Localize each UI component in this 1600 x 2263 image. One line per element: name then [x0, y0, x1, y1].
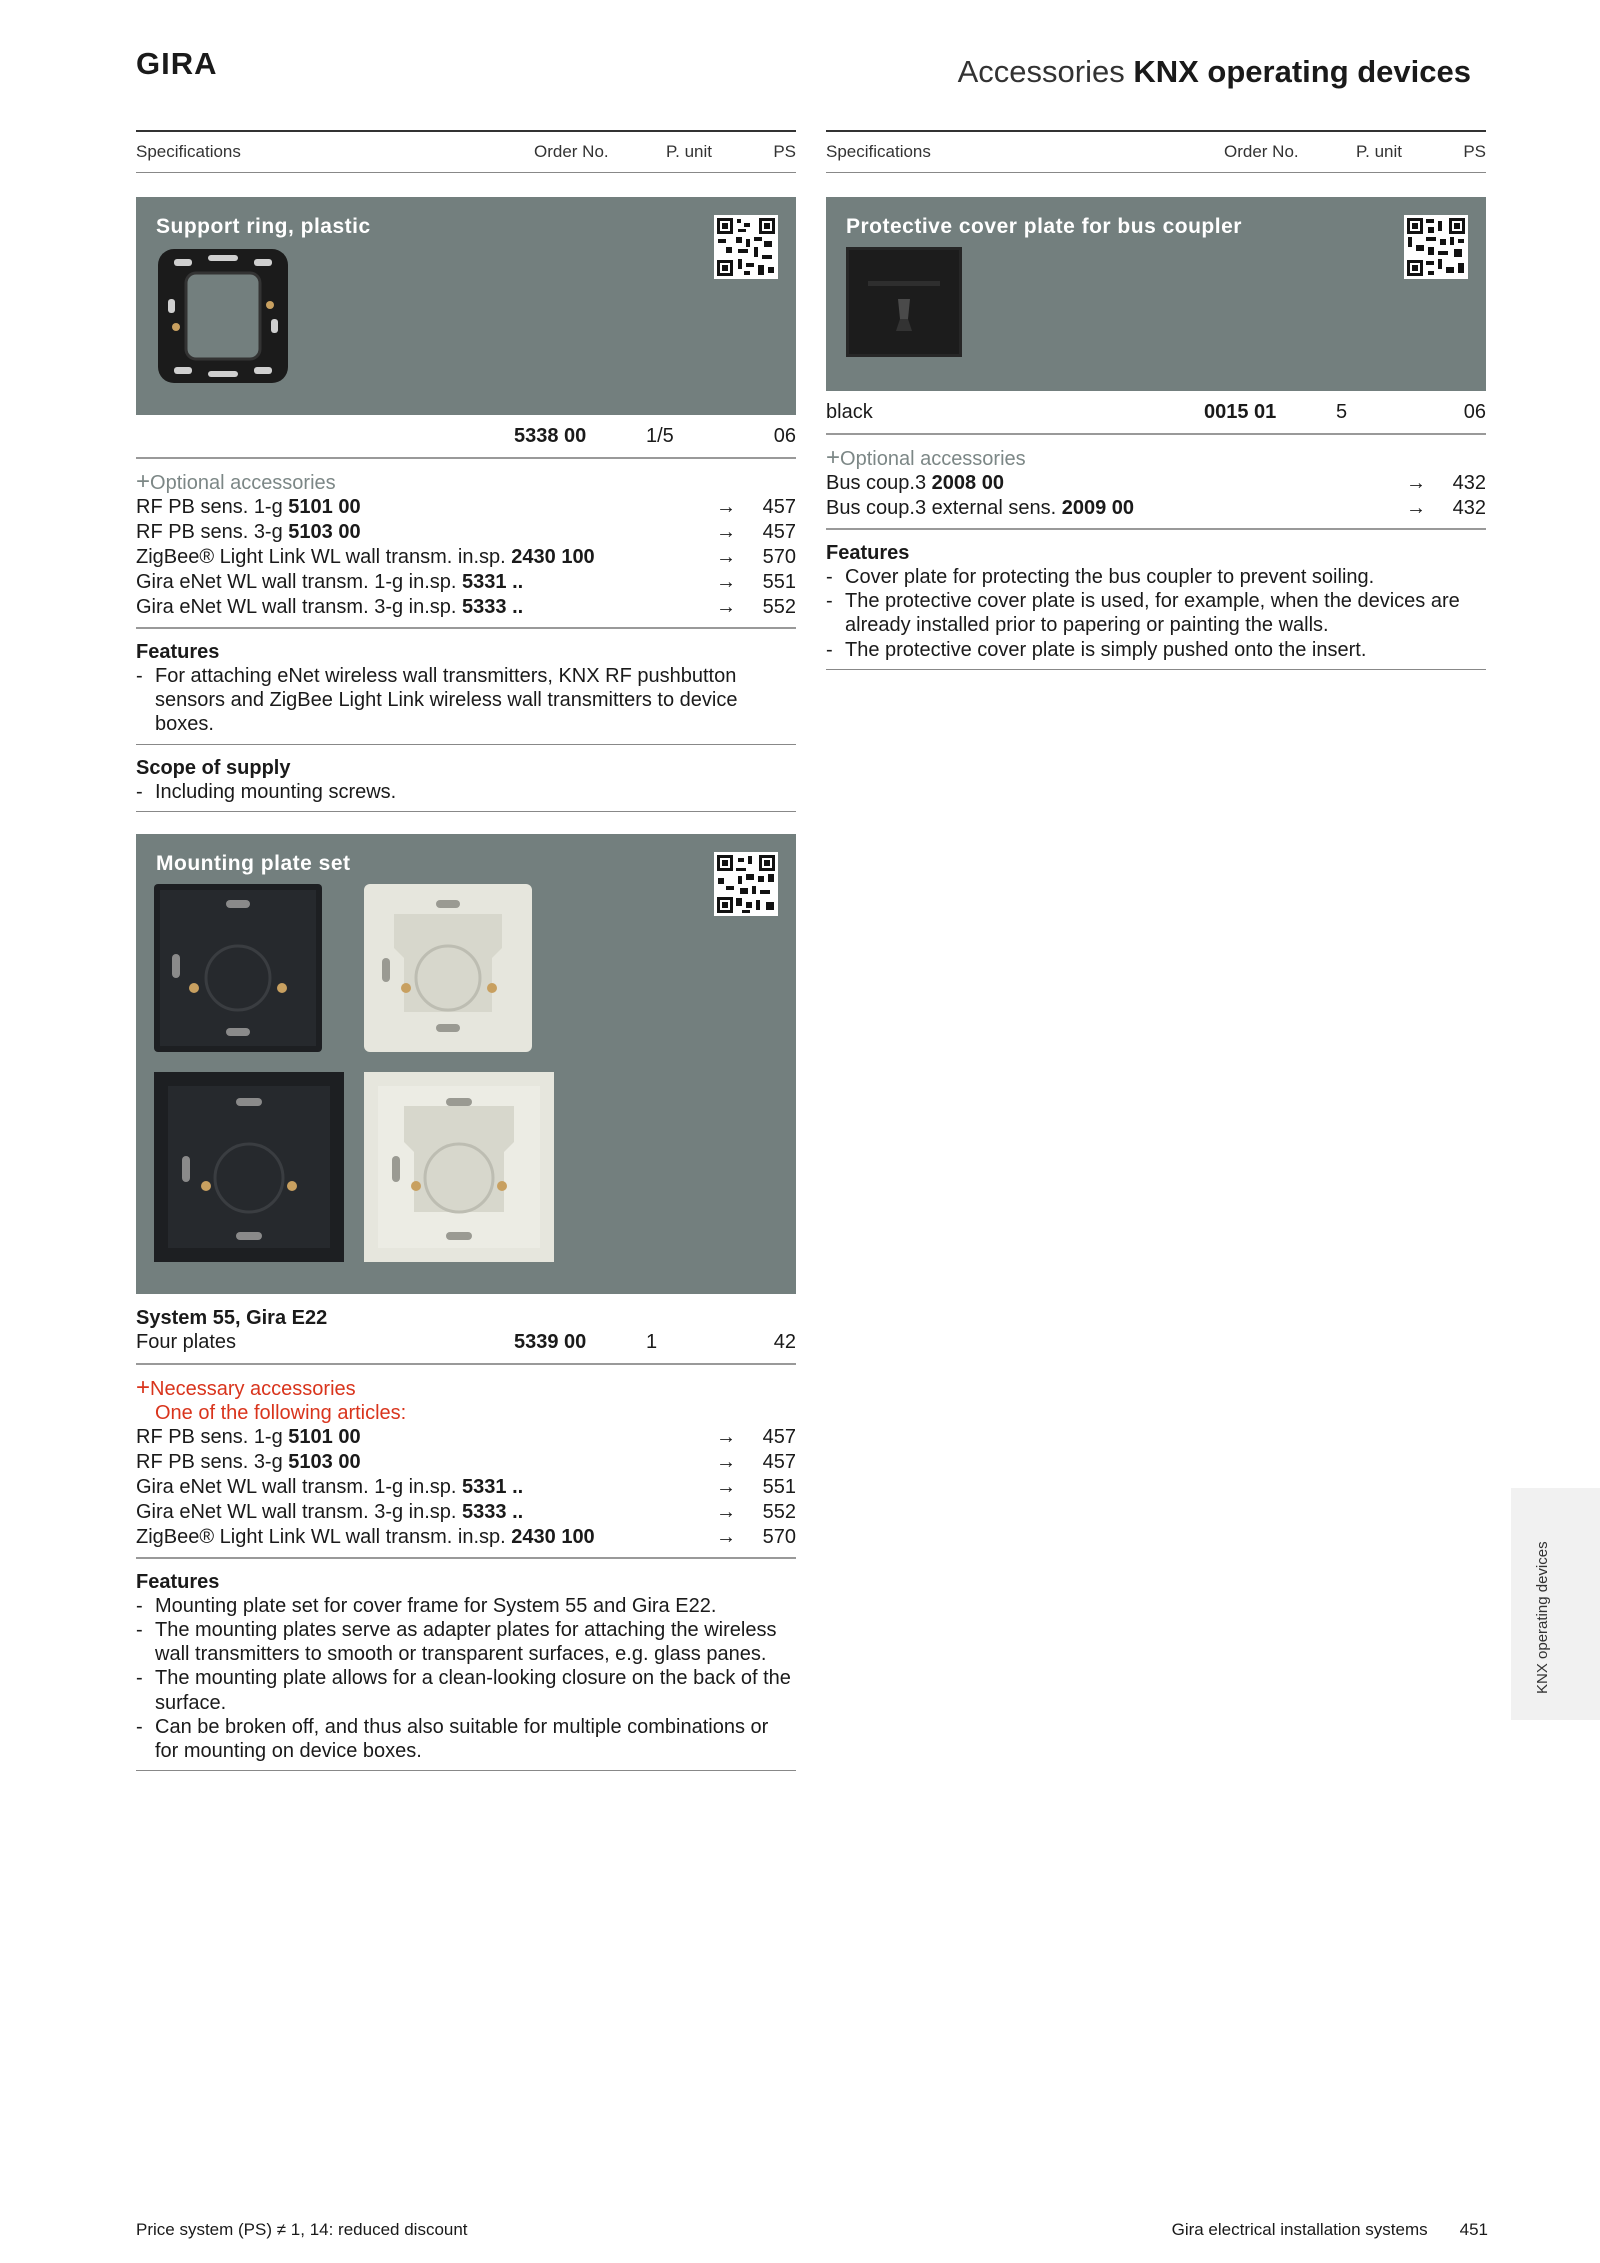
optional-accessory-page-ref[interactable]: 570	[762, 546, 796, 568]
mounting-plate-image-black-2	[154, 1072, 344, 1268]
mounting-plate-panel	[136, 834, 796, 1294]
mounting-plate-subtitle: System 55, Gira E22	[136, 1306, 328, 1329]
mounting-plate-features-title: Features	[136, 1570, 220, 1593]
optional-accessories-label: Optional accessories	[840, 448, 1026, 470]
necessary-accessory-text	[136, 1475, 676, 1500]
optional-accessory-description: Bus coup.3	[826, 472, 927, 494]
feature-item: - For attaching eNet wireless wall transmitters, KNX RF pushbutton sensors and ZigBee Light Link wireless wall transmitters to device boxes.	[136, 664, 796, 737]
right-column	[826, 130, 1486, 681]
arrow-right-icon: →	[1406, 497, 1426, 519]
mounting-plate-features-list	[136, 1594, 796, 1763]
necessary-accessory-order-code: 5333 ..	[462, 1500, 524, 1523]
support-ring-order-no: 5338 00	[514, 425, 587, 447]
brand-logo: GIRA	[136, 46, 218, 81]
optional-accessory-page-ref[interactable]: 432	[1452, 472, 1486, 494]
left-column	[136, 130, 796, 1782]
necessary-accessory-row	[136, 1525, 796, 1550]
page-title-category: Accessories	[957, 54, 1125, 89]
necessary-accessory-row	[136, 1500, 796, 1525]
qr-code-icon[interactable]	[714, 215, 778, 279]
optional-accessory-description: ZigBee® Light Link WL wall transm. in.sp.	[136, 546, 506, 568]
support-ring-image	[156, 247, 290, 385]
optional-accessory-text	[826, 496, 1366, 521]
support-ring-optional-title	[136, 470, 796, 495]
optional-accessory-row	[136, 545, 796, 570]
cover-plate-order-row	[826, 400, 1486, 425]
optional-accessories-label: Optional accessories	[150, 472, 336, 494]
necessary-accessory-text	[136, 1450, 676, 1475]
header-ps: PS	[773, 142, 796, 161]
necessary-accessory-page-ref[interactable]: 552	[762, 1500, 796, 1523]
optional-accessory-description: Gira eNet WL wall transm. 3-g in.sp.	[136, 596, 457, 618]
divider	[136, 1770, 796, 1771]
optional-accessory-row	[136, 595, 796, 620]
mounting-plate-ps: 42	[773, 1330, 796, 1353]
feature-item: - The mounting plates serve as adapter plates for attaching the wireless wall transmitters to smooth or transparent surfaces, e.g. glass panes.	[136, 1618, 796, 1666]
table-header	[826, 130, 1486, 173]
feature-item: - The mounting plate allows for a clean-looking closure on the back of the surface.	[136, 1666, 796, 1714]
optional-accessory-description: RF PB sens. 1-g	[136, 496, 283, 518]
cover-plate-features-title: Features	[826, 542, 910, 564]
cover-plate-ps: 06	[1463, 401, 1486, 423]
optional-accessory-order-code: 5331 ..	[462, 571, 524, 593]
header-p-unit: P. unit	[1356, 142, 1403, 161]
arrow-right-icon: →	[716, 546, 736, 568]
header-order-no: Order No.	[1224, 142, 1299, 161]
optional-accessory-row	[136, 570, 796, 595]
necessary-accessories-label: Necessary accessories	[150, 1377, 356, 1400]
divider	[826, 528, 1486, 530]
necessary-accessory-row	[136, 1425, 796, 1450]
support-ring-p-unit: 1/5	[646, 425, 674, 447]
feature-item: - The protective cover plate is simply pushed onto the insert.	[826, 638, 1486, 662]
mounting-plate-order-no: 5339 00	[514, 1330, 587, 1353]
optional-accessory-description: RF PB sens. 3-g	[136, 521, 283, 543]
side-tab-label: KNX operating devices	[1534, 1541, 1551, 1694]
side-tab[interactable]	[1511, 1488, 1600, 1720]
necessary-accessory-text	[136, 1525, 676, 1550]
support-ring-scope-list	[136, 780, 796, 804]
cover-plate-p-unit: 5	[1336, 401, 1348, 423]
optional-accessory-row	[826, 471, 1486, 496]
optional-accessory-order-code: 5103 00	[288, 521, 361, 543]
page-number: 451	[1459, 2220, 1488, 2239]
necessary-accessory-description: Gira eNet WL wall transm. 1-g in.sp.	[136, 1475, 457, 1498]
footer-publication: Gira electrical installation systems	[1171, 2220, 1428, 2239]
cover-plate-features-list	[826, 565, 1486, 662]
optional-accessory-order-code: 5333 ..	[462, 596, 524, 618]
cover-plate-order-no: 0015 01	[1204, 401, 1277, 423]
optional-accessory-text	[136, 570, 676, 595]
mounting-plate-spec: Four plates	[136, 1330, 237, 1353]
optional-accessory-text	[136, 520, 676, 545]
optional-accessory-page-ref[interactable]: 457	[762, 521, 796, 543]
cover-plate-image	[846, 247, 962, 363]
necessary-accessory-order-code: 5103 00	[288, 1450, 361, 1473]
cover-plate-optional-title	[826, 446, 1486, 471]
arrow-right-icon: →	[716, 571, 736, 593]
support-ring-ps: 06	[773, 425, 796, 447]
optional-accessory-text	[136, 495, 676, 520]
arrow-right-icon: →	[716, 1500, 736, 1523]
optional-accessory-row	[136, 520, 796, 545]
divider	[136, 744, 796, 745]
optional-accessory-order-code: 2430 100	[511, 546, 595, 568]
necessary-accessory-description: Gira eNet WL wall transm. 3-g in.sp.	[136, 1500, 457, 1523]
feature-item: - Cover plate for protecting the bus coupler to prevent soiling.	[826, 565, 1486, 589]
feature-item: - The protective cover plate is used, for example, when the devices are already installed prior to papering or painting the walls.	[826, 589, 1486, 637]
mounting-plate-necessary-list	[136, 1425, 796, 1550]
necessary-accessory-order-code: 5331 ..	[462, 1475, 524, 1498]
cover-plate-spec: black	[826, 401, 873, 423]
optional-accessory-order-code: 2008 00	[931, 472, 1004, 494]
mounting-plate-image-black-1	[154, 884, 322, 1058]
arrow-right-icon: →	[716, 1475, 736, 1498]
header-specifications: Specifications	[826, 142, 931, 161]
divider	[136, 1557, 796, 1559]
optional-accessory-description: Gira eNet WL wall transm. 1-g in.sp.	[136, 571, 457, 593]
mounting-plate-image-white-2	[364, 1072, 554, 1268]
qr-code-icon[interactable]	[1404, 215, 1468, 279]
feature-item: - Can be broken off, and thus also suitable for multiple combinations or for mounting on device boxes.	[136, 1715, 796, 1763]
page-title	[958, 52, 1471, 92]
necessary-accessory-order-code: 2430 100	[511, 1525, 595, 1548]
footer-right	[1172, 2218, 1488, 2242]
support-ring-features-title: Features	[136, 641, 220, 663]
support-ring-title: Support ring, plastic	[156, 215, 371, 238]
optional-accessory-page-ref[interactable]: 457	[762, 496, 796, 518]
cover-plate-title: Protective cover plate for bus coupler	[846, 215, 1242, 238]
necessary-accessory-page-ref[interactable]: 570	[762, 1525, 796, 1548]
cover-plate-panel	[826, 197, 1486, 391]
optional-accessory-order-code: 5101 00	[288, 496, 361, 518]
header-p-unit: P. unit	[666, 142, 713, 161]
arrow-right-icon: →	[1406, 472, 1426, 494]
arrow-right-icon: →	[716, 1425, 736, 1448]
qr-code-icon[interactable]	[714, 852, 778, 916]
divider	[136, 1363, 796, 1365]
optional-accessory-order-code: 2009 00	[1061, 497, 1134, 519]
necessary-accessory-page-ref[interactable]: 551	[762, 1475, 796, 1498]
optional-accessory-row	[136, 495, 796, 520]
necessary-accessory-row	[136, 1450, 796, 1475]
mounting-plate-title: Mounting plate set	[156, 851, 351, 875]
necessary-accessory-page-ref[interactable]: 457	[762, 1425, 796, 1448]
arrow-right-icon: →	[716, 496, 736, 518]
plus-icon: +	[136, 1373, 151, 1401]
necessary-accessory-row	[136, 1475, 796, 1500]
table-header	[136, 130, 796, 173]
support-ring-scope-title: Scope of supply	[136, 756, 291, 779]
footer-note: Price system (PS) ≠ 1, 14: reduced discount	[136, 2220, 468, 2239]
divider	[826, 669, 1486, 670]
scope-item: - Including mounting screws.	[136, 780, 796, 804]
arrow-right-icon: →	[716, 521, 736, 543]
support-ring-optional-list	[136, 495, 796, 620]
optional-accessory-text	[826, 471, 1366, 496]
optional-accessory-page-ref[interactable]: 551	[762, 571, 796, 593]
necessary-accessory-description: ZigBee® Light Link WL wall transm. in.sp.	[136, 1525, 506, 1548]
divider	[826, 433, 1486, 435]
necessary-accessory-text	[136, 1500, 676, 1525]
mounting-plate-necessary-sub: One of the following articles:	[155, 1401, 407, 1424]
support-ring-order-row	[136, 424, 796, 449]
optional-accessory-row	[826, 496, 1486, 521]
support-ring-features-list	[136, 664, 796, 737]
feature-item: - Mounting plate set for cover frame for System 55 and Gira E22.	[136, 1594, 796, 1618]
optional-accessory-text	[136, 595, 676, 620]
plus-icon: +	[826, 444, 841, 471]
optional-accessory-page-ref[interactable]: 432	[1452, 497, 1486, 519]
divider	[136, 811, 796, 812]
header-order-no: Order No.	[534, 142, 609, 161]
mounting-plate-p-unit: 1	[646, 1330, 658, 1353]
divider	[136, 457, 796, 459]
header-ps: PS	[1463, 142, 1486, 161]
mounting-plate-necessary-title	[136, 1373, 796, 1401]
mounting-plate-order-row	[136, 1330, 796, 1355]
page-title-section: KNX operating devices	[1133, 54, 1471, 89]
necessary-accessory-text	[136, 1425, 676, 1450]
divider	[136, 627, 796, 629]
necessary-accessory-page-ref[interactable]: 457	[762, 1450, 796, 1473]
necessary-accessory-order-code: 5101 00	[288, 1425, 361, 1448]
arrow-right-icon: →	[716, 1525, 736, 1548]
optional-accessory-text	[136, 545, 676, 570]
cover-plate-optional-list	[826, 471, 1486, 521]
header-specifications: Specifications	[136, 142, 241, 161]
support-ring-panel	[136, 197, 796, 415]
necessary-accessory-description: RF PB sens. 1-g	[136, 1425, 283, 1448]
optional-accessory-page-ref[interactable]: 552	[762, 596, 796, 618]
arrow-right-icon: →	[716, 596, 736, 618]
plus-icon: +	[136, 468, 151, 495]
mounting-plate-image-white-1	[364, 884, 532, 1058]
necessary-accessory-description: RF PB sens. 3-g	[136, 1450, 283, 1473]
optional-accessory-description: Bus coup.3 external sens.	[826, 497, 1057, 519]
arrow-right-icon: →	[716, 1450, 736, 1473]
